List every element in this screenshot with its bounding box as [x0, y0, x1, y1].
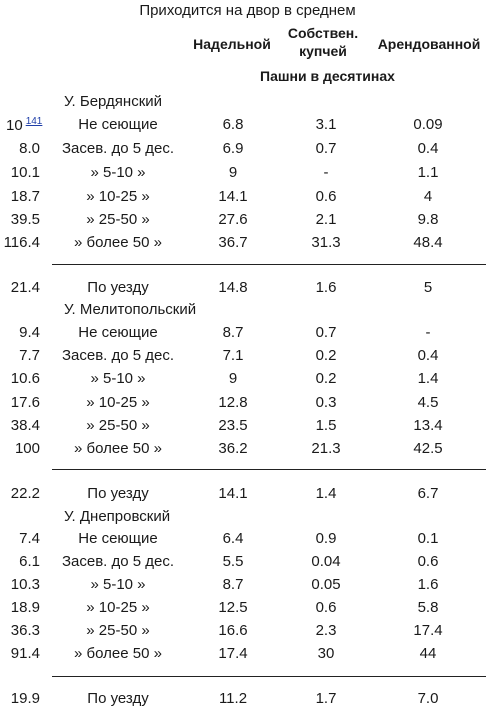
rented-value: 1.4 — [417, 370, 439, 387]
allotment-value: 14.1 — [218, 188, 248, 205]
own-value: 0.6 — [315, 599, 337, 616]
row-label: » более 50 » — [74, 440, 162, 457]
row-label: » 10-25 » — [86, 599, 150, 616]
allotment-value: 6.8 — [222, 116, 244, 133]
own-value: 0.9 — [315, 530, 337, 547]
total-row — [0, 279, 495, 299]
row-label: По уезду — [87, 690, 149, 707]
table-row — [0, 211, 495, 231]
share-value: 10.6 — [10, 370, 40, 387]
allotment-value: 7.1 — [222, 347, 244, 364]
table-row — [0, 553, 495, 573]
column-header-rented: Арендованной — [377, 36, 481, 52]
share-value: 7.7 — [19, 347, 40, 364]
table-row — [0, 188, 495, 208]
allotment-value: 16.6 — [218, 622, 248, 639]
share-value: 18.9 — [10, 599, 40, 616]
own-value: 1.5 — [315, 417, 337, 434]
own-value: 0.3 — [315, 394, 337, 411]
table-row — [0, 440, 495, 460]
row-label: Не сеющие — [78, 116, 158, 133]
column-subheader: Пашни в десятинах — [260, 68, 395, 84]
table-row — [0, 622, 495, 642]
table-row — [0, 394, 495, 414]
share-value: 19.9 — [10, 690, 40, 707]
table-row — [0, 324, 495, 344]
share-value: 36.3 — [10, 622, 40, 639]
row-label: Не сеющие — [78, 324, 158, 341]
rented-value: 44 — [419, 645, 437, 662]
allotment-value: 14.8 — [218, 279, 248, 296]
table-row — [0, 576, 495, 596]
rented-value: 1.6 — [417, 576, 439, 593]
share-value: 39.5 — [10, 211, 40, 228]
share-value: 10 — [6, 117, 23, 134]
share-value: 116.4 — [3, 234, 40, 251]
own-value: 3.1 — [315, 116, 337, 133]
row-label: » 5-10 » — [90, 164, 146, 181]
rented-value: 42.5 — [413, 440, 443, 457]
row-label: По уезду — [87, 485, 149, 502]
table-title: Приходится на двор в среднем — [139, 2, 356, 19]
own-value: 0.04 — [311, 553, 341, 570]
table-row — [0, 347, 495, 367]
share-value: 9.4 — [19, 324, 40, 341]
allotment-value: 8.7 — [222, 576, 244, 593]
own-value: 2.1 — [315, 211, 337, 228]
table-row — [0, 234, 495, 254]
district-name: У. Бердянский — [64, 93, 163, 110]
section-divider — [52, 469, 486, 470]
allotment-value: 9 — [228, 164, 238, 181]
own-value: 0.7 — [315, 140, 337, 157]
rented-value: 13.4 — [413, 417, 443, 434]
share-value: 18.7 — [10, 188, 40, 205]
row-label: » 10-25 » — [86, 394, 150, 411]
row-label: » 5-10 » — [90, 370, 146, 387]
table-row — [0, 645, 495, 665]
row-label: » 25-50 » — [86, 622, 150, 639]
column-header-allotment: Надельной — [193, 36, 271, 52]
own-value: 21.3 — [311, 440, 341, 457]
table-row — [0, 164, 495, 184]
rented-value: 0.4 — [417, 140, 439, 157]
rented-value: 1.1 — [417, 164, 439, 181]
row-label: » 10-25 » — [86, 188, 150, 205]
allotment-value: 27.6 — [218, 211, 248, 228]
row-label: » 5-10 » — [90, 576, 146, 593]
share-value: 21.4 — [10, 279, 40, 296]
rented-value: 0.6 — [417, 553, 439, 570]
row-value-share — [0, 116, 62, 134]
own-value: 1.6 — [315, 279, 337, 296]
column-header-own-line1: Собствен. — [287, 25, 359, 41]
row-label: » более 50 » — [74, 645, 162, 662]
rented-value: - — [425, 324, 431, 341]
rented-value: 4 — [423, 188, 433, 205]
total-row — [0, 485, 495, 505]
allotment-value: 6.4 — [222, 530, 244, 547]
own-value: 1.4 — [315, 485, 337, 502]
row-label: » 25-50 » — [86, 417, 150, 434]
own-value: 0.7 — [315, 324, 337, 341]
share-value: 10.3 — [10, 576, 40, 593]
table-row — [0, 599, 495, 619]
row-label: Засев. до 5 дес. — [61, 140, 175, 157]
own-value: 1.7 — [315, 690, 337, 707]
share-value: 10.1 — [10, 164, 40, 181]
row-label: Засев. до 5 дес. — [61, 553, 175, 570]
allotment-value: 9 — [228, 370, 238, 387]
row-label: Не сеющие — [78, 530, 158, 547]
allotment-value: 8.7 — [222, 324, 244, 341]
rented-value: 5.8 — [417, 599, 439, 616]
allotment-value: 17.4 — [218, 645, 248, 662]
rented-value: 17.4 — [413, 622, 443, 639]
section-divider — [52, 264, 486, 265]
allotment-value: 23.5 — [218, 417, 248, 434]
district-name: У. Мелитопольский — [64, 301, 197, 318]
allotment-value: 6.9 — [222, 140, 244, 157]
allotment-value: 11.2 — [218, 690, 248, 707]
row-label: » более 50 » — [74, 234, 162, 251]
share-value: 38.4 — [10, 417, 40, 434]
rented-value: 0.1 — [417, 530, 439, 547]
own-value: 31.3 — [311, 234, 341, 251]
allotment-value: 14.1 — [218, 485, 248, 502]
own-value: 2.3 — [315, 622, 337, 639]
allotment-value: 36.7 — [218, 234, 248, 251]
allotment-value: 12.8 — [218, 394, 248, 411]
table-row — [0, 530, 495, 550]
own-value: - — [323, 164, 329, 181]
table-row — [0, 370, 495, 390]
total-row — [0, 690, 495, 710]
section-divider — [52, 676, 486, 677]
row-label: Засев. до 5 дес. — [61, 347, 175, 364]
share-value: 17.6 — [10, 394, 40, 411]
table-row — [0, 417, 495, 437]
table-row — [0, 140, 495, 160]
own-value: 0.05 — [311, 576, 341, 593]
share-value: 100 — [14, 440, 40, 457]
share-value: 8.0 — [19, 140, 40, 157]
rented-value: 0.09 — [413, 116, 443, 133]
footnote-link[interactable]: 141 — [25, 116, 43, 127]
own-value: 0.6 — [315, 188, 337, 205]
allotment-value: 5.5 — [222, 553, 244, 570]
rented-value: 6.7 — [417, 485, 439, 502]
share-value: 7.4 — [19, 530, 40, 547]
allotment-value: 36.2 — [218, 440, 248, 457]
own-value: 30 — [317, 645, 335, 662]
share-value: 6.1 — [19, 553, 40, 570]
own-value: 0.2 — [315, 347, 337, 364]
rented-value: 9.8 — [417, 211, 439, 228]
row-label: » 25-50 » — [86, 211, 150, 228]
own-value: 0.2 — [315, 370, 337, 387]
rented-value: 48.4 — [413, 234, 443, 251]
share-value: 22.2 — [10, 485, 40, 502]
table-row — [0, 116, 495, 136]
row-label: По уезду — [87, 279, 149, 296]
district-name: У. Днепровский — [64, 508, 171, 525]
rented-value: 4.5 — [417, 394, 439, 411]
allotment-value: 12.5 — [218, 599, 248, 616]
share-value: 91.4 — [10, 645, 40, 662]
column-header-own-line2: купчей — [299, 43, 347, 59]
rented-value: 5 — [423, 279, 433, 296]
rented-value: 7.0 — [417, 690, 439, 707]
rented-value: 0.4 — [417, 347, 439, 364]
